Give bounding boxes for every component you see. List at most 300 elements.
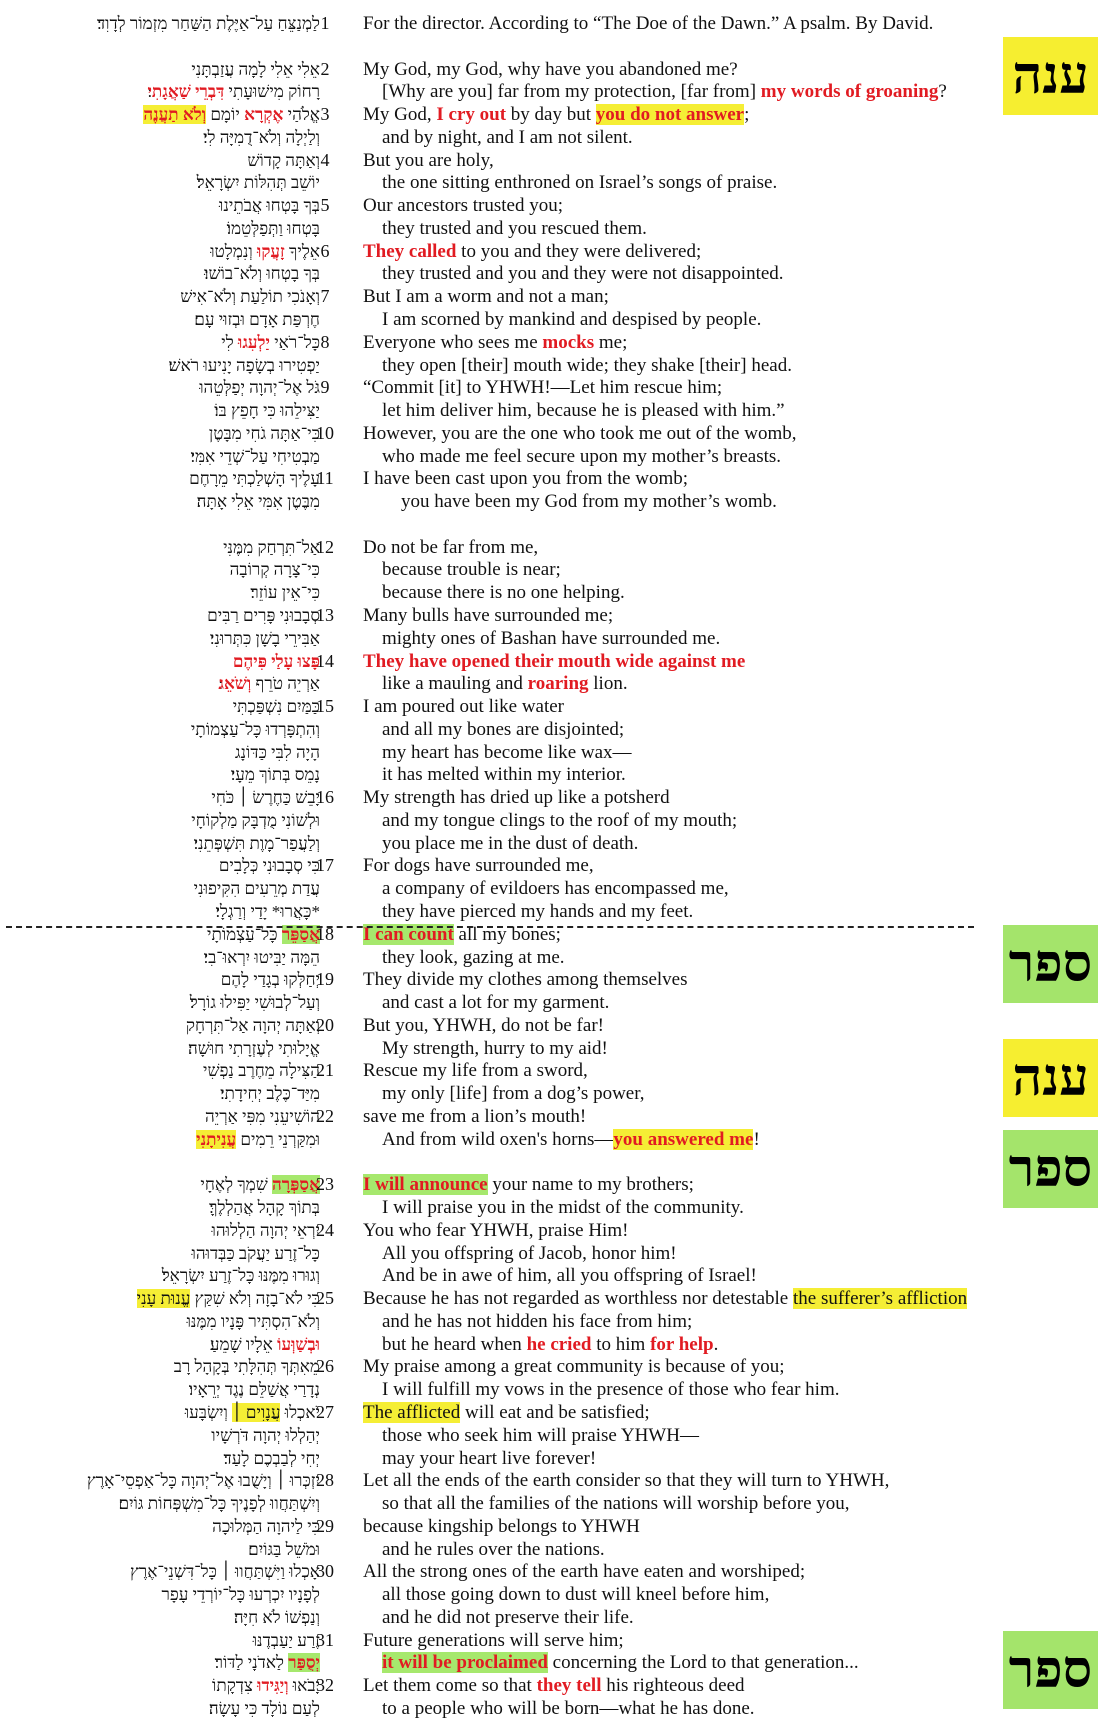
english-line: [363, 1355, 785, 1378]
english-text: it has melted within my interior.: [382, 764, 626, 786]
english-text: so that all the families of the nations will worship before you,: [382, 1493, 850, 1515]
english-line: [382, 1242, 677, 1265]
hebrew-text: וּמֹשֵׁל בַּגּוֹיִם׃: [248, 1539, 320, 1559]
verse-row: [0, 240, 1110, 263]
hebrew-line: [191, 718, 320, 741]
english-line: [363, 1469, 889, 1492]
english-text: concerning the Lord to that generation...: [547, 1652, 859, 1674]
english-line: [382, 946, 565, 969]
english-text: to a people who will be born—what he has done.: [382, 1697, 755, 1719]
root-badge: ספר: [1003, 1130, 1098, 1208]
english-text: the sufferer’s affliction: [793, 1288, 968, 1310]
hebrew-text: אֲסַפֵּר: [281, 924, 320, 944]
english-text: the one sitting enthroned on Israel’s songs of praise.: [382, 172, 778, 194]
hebrew-text: יֹאכְלוּ: [280, 1402, 320, 1422]
english-text: Because he has not regarded as worthless nor detestable: [363, 1288, 793, 1310]
verse-row: [0, 1287, 1110, 1310]
hebrew-text: יָבֵשׁ כַּחֶרֶשׂ ׀ כֹּחִי: [211, 788, 320, 808]
english-text: my only [life] from a dog’s power,: [382, 1083, 645, 1105]
hebrew-line: [231, 763, 320, 786]
english-text: .: [713, 1333, 719, 1355]
english-text: my words of groaning: [760, 81, 939, 103]
hebrew-text: נָמֵס בְּתוֹךְ מֵעָי׃: [230, 765, 320, 785]
english-line: [382, 832, 638, 855]
english-line: [382, 1538, 605, 1561]
hebrew-text: כַּמַּיִם נִשְׁפַּכְתִּי: [232, 697, 320, 717]
hebrew-text: אֵלֶיךָ: [284, 241, 320, 261]
english-line: [382, 1606, 634, 1629]
english-text: And from wild oxen's horns—: [382, 1128, 614, 1150]
english-text: For dogs have surrounded me,: [363, 855, 594, 877]
hebrew-line: [204, 262, 320, 285]
verse-row: [0, 422, 1110, 445]
hebrew-line: [143, 103, 320, 126]
hebrew-line: [209, 422, 320, 445]
hebrew-text: וְיִשְׂבָּעוּ: [184, 1402, 233, 1422]
verse-number: 17: [316, 855, 334, 876]
hebrew-text: גֹּל אֶל־יְהוָה יְפַלְּטֵהוּ: [199, 378, 320, 398]
hebrew-text: בְּךָ בָּטְחוּ אֲבֹתֵינוּ: [218, 196, 320, 216]
english-text: all my bones;: [453, 923, 561, 945]
verse-number: 16: [316, 787, 334, 808]
hebrew-text: אֵלָיו שָׁמֵעַ׃: [209, 1334, 278, 1354]
hebrew-line: [212, 1515, 320, 1538]
english-text: You who fear YHWH, praise Him!: [363, 1219, 629, 1241]
english-text: Let all the ends of the earth consider so that they will turn to YHWH,: [363, 1470, 890, 1492]
verse-row: [0, 149, 1110, 172]
english-line: [382, 1128, 760, 1151]
verse-line: [0, 1606, 1110, 1629]
verse-number: 15: [316, 696, 334, 717]
hebrew-text: כָּל־עַצְמוֹתָי: [207, 924, 282, 944]
hebrew-text: אָכְלוּ וַיִּשְׁתַּחֲווּ ׀ כָּל־דִּשְׁנֵי־אֶרֶץ: [130, 1562, 320, 1582]
english-line: [363, 695, 564, 718]
hebrew-line: [188, 1037, 320, 1060]
hebrew-line: [248, 1538, 320, 1561]
verse-number: 20: [316, 1014, 334, 1035]
english-line: [382, 558, 561, 581]
verse-line: [0, 1538, 1110, 1561]
verse-line: [0, 991, 1110, 1014]
hebrew-line: [212, 1674, 320, 1697]
english-line: [363, 12, 933, 35]
english-text: they open [their] mouth wide; they shake [their] head.: [382, 354, 792, 376]
verse-line: [0, 308, 1110, 331]
verse-line: [0, 558, 1110, 581]
hebrew-text: בָּטְחוּ וַתְּפַלְּטֵמוֹ׃: [226, 218, 320, 238]
verse-line: [0, 1333, 1110, 1356]
hebrew-text: לַאדֹנָי לַדּוֹר׃: [214, 1653, 289, 1673]
verse-line: [0, 900, 1110, 923]
verse-row: [0, 1674, 1110, 1697]
english-line: [382, 1196, 744, 1219]
hebrew-line: [214, 399, 320, 422]
english-line: [363, 103, 749, 126]
english-text: and he did not preserve their life.: [382, 1606, 634, 1628]
english-text: Everyone who sees me: [363, 331, 543, 353]
english-text: let him deliver him, because he is pleased with him.”: [382, 400, 785, 422]
hebrew-line: [194, 832, 320, 855]
english-line: [363, 194, 563, 217]
english-line: [363, 1629, 624, 1652]
hebrew-line: [218, 672, 320, 695]
verse-number: 28: [316, 1470, 334, 1491]
hebrew-line: [210, 240, 320, 263]
english-text: Do not be far from me,: [363, 536, 539, 558]
english-text: My God, my God, why have you abandoned me?: [363, 58, 738, 80]
english-line: [363, 1014, 604, 1037]
verse-row: [0, 1355, 1110, 1378]
english-text: They have opened their mouth wide against me: [363, 650, 746, 672]
english-line: [382, 262, 784, 285]
verse-row: [0, 376, 1110, 399]
verse-line: [0, 445, 1110, 468]
english-text: will eat and be satisfied;: [460, 1401, 650, 1423]
hebrew-line: [227, 217, 320, 240]
hebrew-text: וְנַפְשׁוֹ לֹא חִיָּה׃: [233, 1607, 320, 1627]
english-text: and he has not hidden his face from him;: [382, 1310, 693, 1332]
hebrew-text: וְהִתְפָּרְדוּ כָּל־עַצְמוֹתָי: [190, 719, 320, 739]
english-text: they trusted and you and they were not disappointed.: [382, 263, 784, 285]
verse-line: [0, 809, 1110, 832]
hebrew-line: [130, 1560, 320, 1583]
english-line: [382, 991, 609, 1014]
verse-line: [0, 741, 1110, 764]
hebrew-line: [191, 1242, 320, 1265]
hebrew-line: [211, 1424, 320, 1447]
english-line: [382, 718, 624, 741]
english-line: [382, 445, 781, 468]
verse-number: 25: [316, 1288, 334, 1309]
english-line: [363, 1105, 586, 1128]
english-line: [382, 900, 693, 923]
verse-number: 11: [316, 468, 334, 489]
english-text: by day but: [506, 104, 596, 126]
english-text: I am poured out like water: [363, 696, 565, 718]
hebrew-line: [197, 171, 320, 194]
english-text: mighty ones of Bashan have surrounded me.: [382, 627, 721, 649]
verse-line: [0, 1424, 1110, 1447]
english-text: it will be proclaimed: [382, 1652, 548, 1674]
hebrew-line: [180, 285, 320, 308]
hebrew-text: עֲדַת מְרֵעִים הִקִּיפוּנִי: [193, 879, 320, 899]
hebrew-text: כִּי־אַתָּה גֹחִי מִבָּטֶן: [208, 423, 320, 443]
hebrew-text: וְלֹא־הִסְתִּיר פָּנָיו מִמֶּנּוּ: [186, 1311, 320, 1331]
verse-line: [0, 1242, 1110, 1265]
verse-row: [0, 58, 1110, 81]
english-line: [382, 1697, 755, 1720]
verse-number: 1: [320, 13, 330, 33]
verse-line: [0, 262, 1110, 285]
verse-line: [0, 1492, 1110, 1515]
verse-number: 4: [320, 149, 330, 170]
hebrew-text: יִזְכְּרוּ ׀ וְיָשֻׁבוּ אֶל־יְהוָה כָּל־אַפְסֵי־אָרֶץ: [86, 1471, 320, 1491]
hebrew-text: עֲנִיתָנִי: [196, 1129, 237, 1149]
english-line: [382, 171, 777, 194]
hebrew-line: [118, 1492, 320, 1515]
english-text: [Why are you] far from my protection, [far from]: [382, 81, 761, 103]
hebrew-text: מֵאִתְּךָ תְּהִלָּתִי בְּקָהָל רָב: [173, 1357, 320, 1377]
hebrew-text: וְשֹׁאֵג: [218, 674, 252, 694]
english-line: [382, 1651, 859, 1674]
hebrew-text: יוֹשֵׁב תְּהִלּוֹת יִשְׂרָאֵל׃: [196, 173, 320, 193]
hebrew-text: כִּי לֹא־בָזָה וְלֹא שִׁקַּץ: [190, 1289, 320, 1309]
hebrew-text: אֲסַפְּרָה: [272, 1175, 320, 1195]
hebrew-text: נְדָרַי אֲשַׁלֵּם נֶגֶד יְרֵאָיו׃: [188, 1380, 320, 1400]
english-line: [382, 627, 720, 650]
verse-line: [0, 672, 1110, 695]
hebrew-text: לְעַם נוֹלָד כִּי עָשָׂה׃: [208, 1698, 320, 1718]
hebrew-text: עָלֶיךָ הָשְׁלַכְתִּי מֵרָחֶם: [189, 469, 320, 489]
hebrew-text: לְפָנָיו יִכְרְעוּ כָּל־יוֹרְדֵי עָפָר: [161, 1585, 320, 1605]
verse-row: [0, 968, 1110, 991]
verse-line: [0, 217, 1110, 240]
verse-number: 13: [316, 605, 334, 626]
hebrew-line: [191, 809, 320, 832]
english-text: roaring: [527, 673, 589, 695]
hebrew-text: וּמִקַּרְנֵי רֵמִים: [236, 1129, 320, 1149]
hebrew-text: יָבֹאוּ: [288, 1676, 320, 1696]
hebrew-text: הוֹשִׁיעֵנִי מִפִּי אַרְיֵה: [205, 1106, 320, 1126]
hebrew-text: הֵמָּה יַבִּיטוּ יִרְאוּ־בִי׃: [203, 947, 320, 967]
english-text: The afflicted: [363, 1401, 461, 1423]
verse-row: [0, 12, 1110, 35]
verse-number: 27: [316, 1401, 334, 1422]
hebrew-line: [194, 308, 320, 331]
hebrew-text: יְחִי לְבַבְכֶם לָעַד׃: [223, 1448, 320, 1468]
english-line: [363, 376, 722, 399]
english-text: but he heard when: [382, 1333, 527, 1355]
hebrew-text: פָּצוּ עָלַי פִּיהֶם: [232, 651, 320, 671]
english-line: [382, 1310, 692, 1333]
verse-number: 12: [316, 536, 334, 557]
verse-row: [0, 103, 1110, 126]
verse-number: 26: [316, 1356, 334, 1377]
verse-row: [0, 1173, 1110, 1196]
hebrew-line: [224, 1447, 320, 1470]
verse-number: 10: [316, 422, 334, 443]
verse-line: [0, 1037, 1110, 1060]
english-text: However, you are the one who took me out of the womb,: [363, 422, 797, 444]
hebrew-text: אֵלִי אֵלִי לָמָה עֲזַבְתָּנִי: [191, 59, 320, 79]
verse-line: [0, 354, 1110, 377]
english-text: ;: [744, 104, 750, 126]
english-line: [382, 809, 737, 832]
hebrew-text: מַבְטִיחִי עַל־שְׁדֵי אִמִּי׃: [190, 446, 320, 466]
verse-line: [0, 1082, 1110, 1105]
hebrew-text: אַבִּירֵי בָשָׁן כִּתְּרוּנִי׃: [209, 628, 320, 648]
english-text: you place me in the dust of death.: [382, 832, 639, 854]
verse-line: [0, 1196, 1110, 1219]
hebrew-text: יַצִּילֵהוּ כִּי חָפֵץ בּוֹ׃: [214, 401, 320, 421]
hebrew-line: [191, 58, 320, 81]
english-text: ?: [938, 81, 947, 103]
hebrew-line: [162, 1264, 320, 1287]
verse-row: [0, 604, 1110, 627]
english-line: [382, 763, 626, 786]
verse-number: 5: [320, 195, 330, 216]
verse-row: [0, 1219, 1110, 1242]
hebrew-text: רָחוֹק מִישׁוּעָתִי: [224, 82, 320, 102]
english-text: they tell: [536, 1675, 602, 1697]
english-line: [363, 968, 688, 991]
verse-number: 23: [316, 1174, 334, 1195]
hebrew-text: אַרְיֵה טֹרֵף: [251, 674, 320, 694]
english-text: I am scorned by mankind and despised by people.: [382, 309, 762, 330]
hebrew-text: וְאַתָּה קָדוֹשׁ: [247, 150, 320, 170]
english-text: I can count: [363, 923, 454, 945]
hebrew-text: וְאַתָּה יְהוָה אַל־תִּרְחָק: [185, 1015, 320, 1035]
hebrew-text: מִיַּד־כֶּלֶב יְחִידָתִי׃: [220, 1084, 320, 1104]
hebrew-text: כָּל־רֹאַי: [269, 332, 320, 352]
verse-number: 22: [316, 1105, 334, 1126]
english-text: a company of evildoers has encompassed me,: [382, 878, 729, 900]
hebrew-line: [230, 558, 320, 581]
english-line: [382, 1264, 757, 1287]
english-text: and all my bones are disjointed;: [382, 718, 625, 740]
hebrew-line: [234, 1606, 320, 1629]
english-text: They divide my clothes among themselves: [363, 969, 688, 991]
english-text: because trouble is near;: [382, 559, 561, 581]
english-text: I have been cast upon you from the womb;: [363, 468, 689, 490]
hebrew-line: [210, 627, 320, 650]
hebrew-text: וְעַל־לְבוּשִׁי יַפִּילוּ גוֹרָל׃: [189, 993, 320, 1013]
hebrew-text: סְבָבוּנִי פָּרִים רַבִּים: [207, 606, 320, 626]
verse-row: [0, 650, 1110, 673]
verse-row: [0, 1629, 1110, 1652]
hebrew-text: אֱלֹהַי: [283, 105, 320, 125]
hebrew-line: [137, 1287, 320, 1310]
english-text: because kingship belongs to YHWH: [363, 1515, 640, 1537]
verse-row: [0, 1105, 1110, 1128]
hebrew-text: יְהַלְלוּ יְהוָה דֹּרְשָׁיו: [211, 1425, 320, 1445]
english-line: [382, 1333, 718, 1356]
english-line: [382, 877, 729, 900]
english-text: My strength has dried up like a potsherd: [363, 787, 670, 809]
english-text: to him: [591, 1333, 651, 1355]
english-text: I will announce: [363, 1174, 488, 1196]
hebrew-text: יַפְטִירוּ בְשָׂפָה יָנִיעוּ רֹאשׁ׃: [168, 355, 320, 375]
english-text: and cast a lot for my garment.: [382, 992, 610, 1014]
english-line: [382, 1492, 850, 1515]
hebrew-text: שִׁמְךָ לְאֶחָי: [200, 1175, 273, 1195]
english-line: [382, 308, 761, 331]
hebrew-line: [209, 1196, 320, 1219]
verse-number: 19: [316, 969, 334, 990]
hebrew-line: [205, 1105, 320, 1128]
hebrew-text: יְסֻפַּר: [288, 1653, 320, 1673]
verse-row: [0, 695, 1110, 718]
hebrew-text: יְחַלְּקוּ בְגָדַי לָהֶם: [220, 970, 320, 990]
english-text: me;: [594, 331, 628, 353]
verse-line: [0, 1651, 1110, 1674]
hebrew-text: הָיָה לִבִּי כַּדּוֹנָג: [234, 742, 320, 762]
hebrew-text: כִּי סְבָבוּנִי כְּלָבִים: [218, 856, 320, 876]
verse-number: 29: [316, 1515, 334, 1536]
hebrew-text: יִרְאֵי יְהוָה הַלְלוּהוּ: [211, 1220, 320, 1240]
english-text: Future generations will serve him;: [363, 1629, 624, 1651]
verse-line: [0, 1583, 1110, 1606]
verse-line: [0, 832, 1110, 855]
hebrew-line: [162, 1583, 320, 1606]
hebrew-line: [186, 1014, 320, 1037]
hebrew-line: [235, 741, 320, 764]
english-text: save me from a lion’s mouth!: [363, 1105, 587, 1127]
english-text: Many bulls have surrounded me;: [363, 605, 614, 627]
hebrew-line: [87, 1469, 320, 1492]
english-line: [382, 217, 647, 240]
english-text: All you offspring of Jacob, honor him!: [382, 1242, 677, 1264]
english-line: [382, 1424, 699, 1447]
verse-row: [0, 786, 1110, 809]
hebrew-line: [203, 126, 320, 149]
english-text: to you and they were delivered;: [456, 240, 702, 262]
hebrew-line: [196, 1128, 320, 1151]
hebrew-line: [215, 1651, 320, 1674]
hebrew-line: [169, 354, 320, 377]
english-text: for help: [650, 1333, 714, 1355]
english-text: because there is no one helping.: [382, 582, 625, 604]
hebrew-line: [220, 1082, 320, 1105]
verse-line: [0, 80, 1110, 103]
verse-row: [0, 1469, 1110, 1492]
verse-line: [0, 1310, 1110, 1333]
english-line: [363, 422, 797, 445]
english-text: !: [753, 1128, 760, 1150]
hebrew-line: [199, 376, 320, 399]
english-text: you answered me: [613, 1128, 754, 1150]
verse-number: 7: [320, 286, 330, 307]
english-line: [382, 126, 633, 149]
verse-line: [0, 1264, 1110, 1287]
verse-number: 30: [316, 1561, 334, 1582]
hebrew-text: לַמְנַצֵּחַ עַל־אַיֶּלֶת הַשַּׁחַר מִזְמוֹר לְדָוִד׃: [96, 14, 320, 33]
english-line: [382, 1082, 645, 1105]
hebrew-line: [97, 12, 320, 35]
hebrew-text: הַצִּילָה מֵחֶרֶב נַפְשִׁי: [203, 1061, 320, 1081]
verse-line: [0, 627, 1110, 650]
verse-row: [0, 467, 1110, 490]
hebrew-text: וּלְשׁוֹנִי מֻדְבָּק מַלְקוֹחָי: [191, 810, 320, 830]
hebrew-text: וְגוּרוּ מִמֶּנּוּ כָּל־זֶרַע יִשְׂרָאֵל׃: [161, 1266, 320, 1286]
section-divider: [6, 926, 974, 928]
hebrew-text: דִּבְרֵי שַׁאֲגָתִי: [147, 82, 225, 102]
hebrew-text: כִּי לַיהוָה הַמְּלוּכָה: [212, 1516, 320, 1536]
hebrew-text: עֱנוּת עָנִי: [136, 1289, 191, 1309]
verse-number: 31: [316, 1629, 334, 1650]
english-text: For the director. According to “The Doe of the Dawn.” A psalm. By David.: [363, 13, 934, 34]
english-line: [363, 650, 745, 673]
english-text: who made me feel secure upon my mother’s breasts.: [382, 445, 782, 467]
verse-line: [0, 1697, 1110, 1720]
verse-row: [0, 1560, 1110, 1583]
verse-line: [0, 718, 1110, 741]
verse-row: [0, 1014, 1110, 1037]
english-text: you do not answer: [595, 104, 745, 126]
hebrew-text: אַל־תִּרְחַק מִמֶּנִּי: [223, 537, 320, 557]
english-text: may your heart live forever!: [382, 1447, 597, 1469]
verse-number: 32: [316, 1675, 334, 1696]
verse-number: 21: [316, 1060, 334, 1081]
verse-row: [0, 331, 1110, 354]
english-line: [363, 1287, 967, 1310]
hebrew-text: מִבֶּטֶן אִמִּי אֵלִי אָתָּה׃: [196, 492, 320, 512]
hebrew-line: [174, 1355, 320, 1378]
english-text: mocks: [542, 331, 595, 353]
english-text: Let them come so that: [363, 1675, 537, 1697]
hebrew-line: [187, 1310, 320, 1333]
verse-row: [0, 536, 1110, 559]
